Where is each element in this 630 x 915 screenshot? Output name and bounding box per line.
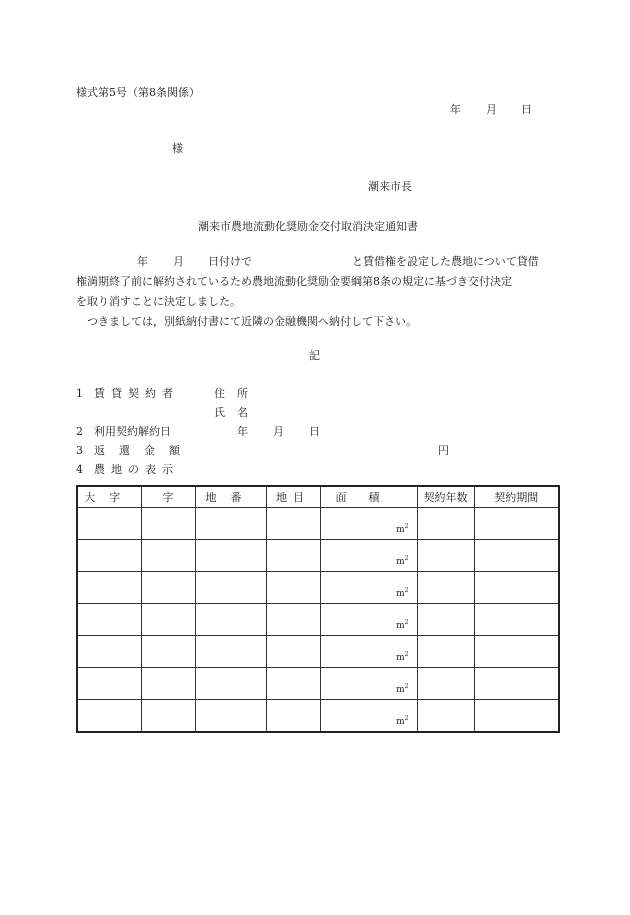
table-cell[interactable] — [266, 508, 320, 540]
table-cell[interactable] — [77, 572, 141, 604]
item2-year: 年 — [237, 425, 248, 438]
table-cell[interactable] — [417, 604, 474, 636]
area-unit: m — [396, 557, 405, 567]
header-chimoku: 地目 — [266, 486, 320, 508]
area-unit-sup: 2 — [404, 651, 409, 658]
ki-heading: 記 — [309, 349, 320, 362]
table-cell[interactable] — [474, 700, 559, 733]
addressee-suffix: 様 — [172, 142, 183, 155]
table-cell[interactable] — [417, 572, 474, 604]
table-cell[interactable] — [141, 604, 195, 636]
farmland-table — [76, 485, 560, 733]
table-cell[interactable] — [77, 508, 141, 540]
table-cell[interactable] — [77, 668, 141, 700]
body-line2: 権満期終了前に解約されているため農地流動化奨励金要綱第8条の規定に基づき交付決定 — [76, 275, 512, 288]
item2-day: 日 — [309, 425, 320, 438]
table-row — [77, 636, 559, 668]
table-cell[interactable] — [474, 540, 559, 572]
item3-label: 返還金額 — [94, 444, 194, 457]
table-cell[interactable] — [141, 668, 195, 700]
area-unit: m — [396, 685, 405, 695]
area-unit: m — [396, 525, 405, 535]
body-line3: を取り消すことに決定しました。 — [76, 295, 241, 308]
body-paragraph — [76, 252, 556, 332]
form-label: 様式第5号（第8条関係） — [76, 86, 200, 99]
area-cell[interactable] — [320, 668, 417, 700]
item1-number: 1 — [76, 387, 83, 400]
table-cell[interactable] — [195, 604, 266, 636]
body-month: 月 — [173, 255, 184, 268]
table-cell[interactable] — [417, 700, 474, 733]
area-cell[interactable] — [320, 540, 417, 572]
date-day: 日 — [521, 103, 532, 116]
item2-number: 2 — [76, 425, 83, 438]
area-unit-sup: 2 — [404, 523, 409, 530]
table-row — [77, 668, 559, 700]
table-row — [77, 540, 559, 572]
table-cell[interactable] — [474, 636, 559, 668]
table-cell[interactable] — [266, 700, 320, 733]
area-unit-sup: 2 — [404, 715, 409, 722]
item4-number: 4 — [76, 463, 83, 476]
table-cell[interactable] — [77, 700, 141, 733]
item3-number: 3 — [76, 444, 83, 457]
body-year: 年 — [137, 255, 148, 268]
table-cell[interactable] — [266, 668, 320, 700]
table-cell[interactable] — [474, 572, 559, 604]
item1-label: 賃貸契約者 — [94, 387, 179, 400]
name-label: 氏名 — [214, 406, 260, 419]
table-cell[interactable] — [195, 572, 266, 604]
area-cell[interactable] — [320, 700, 417, 733]
table-row — [77, 572, 559, 604]
table-cell[interactable] — [417, 636, 474, 668]
area-unit-sup: 2 — [404, 587, 409, 594]
item2-label: 利用契約解約日 — [94, 425, 171, 438]
item2-month: 月 — [273, 425, 284, 438]
header-aza: 字 — [141, 486, 195, 508]
sender: 潮来市長 — [368, 180, 412, 193]
table-header-row — [77, 486, 559, 508]
table-row — [77, 604, 559, 636]
table-cell[interactable] — [474, 668, 559, 700]
date-year: 年 — [450, 103, 461, 116]
table-cell[interactable] — [141, 540, 195, 572]
table-row — [77, 700, 559, 733]
table-cell[interactable] — [195, 636, 266, 668]
table-cell[interactable] — [77, 636, 141, 668]
header-keiyaku-nensu: 契約年数 — [417, 486, 474, 508]
table-cell[interactable] — [195, 668, 266, 700]
item3-unit: 円 — [438, 444, 449, 457]
table-cell[interactable] — [474, 604, 559, 636]
table-cell[interactable] — [266, 540, 320, 572]
table-cell[interactable] — [195, 540, 266, 572]
table-cell[interactable] — [77, 540, 141, 572]
body-line4: つきましては，別紙納付書にて近隣の金融機関へ納付して下さい。 — [87, 315, 417, 328]
table-cell[interactable] — [141, 636, 195, 668]
table-cell[interactable] — [195, 700, 266, 733]
area-unit: m — [396, 653, 405, 663]
header-menseki: 面積 — [320, 486, 417, 508]
table-cell[interactable] — [266, 636, 320, 668]
table-cell[interactable] — [77, 604, 141, 636]
date-month: 月 — [486, 103, 497, 116]
table-cell[interactable] — [417, 540, 474, 572]
area-unit-sup: 2 — [404, 619, 409, 626]
item4-label: 農地の表示 — [94, 463, 179, 476]
table-cell[interactable] — [141, 700, 195, 733]
document-title: 潮来市農地流動化奨励金交付取消決定通知書 — [198, 220, 418, 233]
area-cell[interactable] — [320, 508, 417, 540]
table-cell[interactable] — [266, 604, 320, 636]
table-row — [77, 508, 559, 540]
area-unit: m — [396, 589, 405, 599]
body-line1-rest: と賃借権を設定した農地について貸借 — [352, 255, 539, 268]
area-unit-sup: 2 — [404, 555, 409, 562]
area-cell[interactable] — [320, 572, 417, 604]
table-cell[interactable] — [417, 668, 474, 700]
area-cell[interactable] — [320, 636, 417, 668]
area-unit-sup: 2 — [404, 683, 409, 690]
table-cell[interactable] — [266, 572, 320, 604]
header-keiyaku-kikan: 契約期間 — [474, 486, 559, 508]
header-chiban: 地番 — [195, 486, 266, 508]
header-oaza: 大字 — [77, 486, 141, 508]
table-cell[interactable] — [195, 508, 266, 540]
table-cell[interactable] — [141, 572, 195, 604]
table-cell[interactable] — [141, 508, 195, 540]
table-cell[interactable] — [417, 508, 474, 540]
area-unit: m — [396, 717, 405, 727]
area-cell[interactable] — [320, 604, 417, 636]
table-cell[interactable] — [474, 508, 559, 540]
area-unit: m — [396, 621, 405, 631]
address-label: 住所 — [214, 387, 260, 400]
body-day-text: 日付けで — [208, 255, 252, 268]
